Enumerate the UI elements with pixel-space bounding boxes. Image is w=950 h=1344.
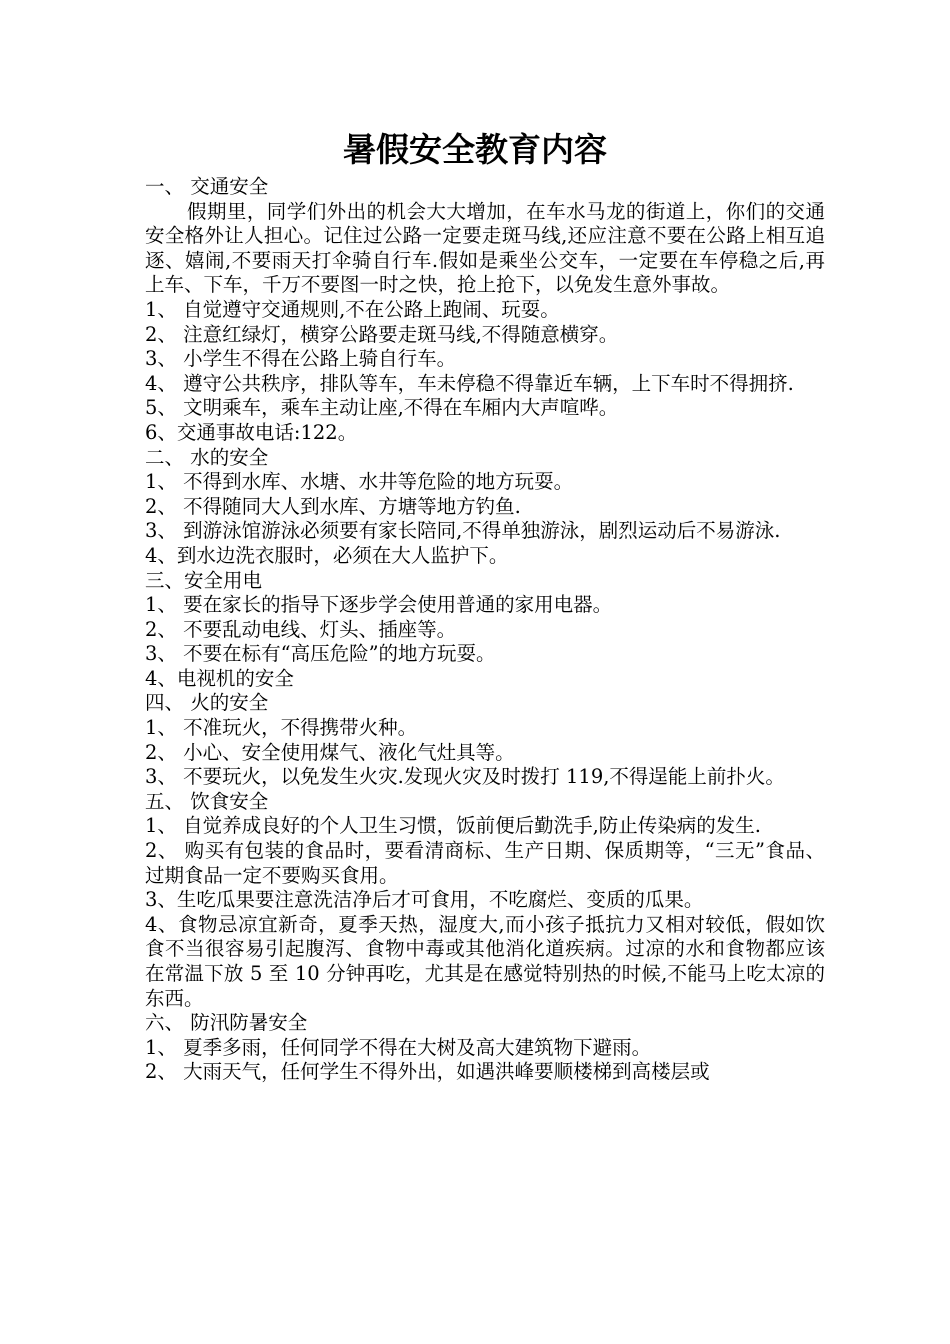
list-item: 3、生吃瓜果要注意洗洁净后才可食用，不吃腐烂、变质的瓜果。: [145, 888, 704, 912]
document-title: 暑假安全教育内容: [343, 130, 607, 169]
section-heading: 三、安全用电: [145, 568, 263, 592]
list-item: 4、电视机的安全: [145, 666, 294, 690]
list-item: 1、 自觉养成良好的个人卫生习惯，饭前便后勤洗手,防止传染病的发生.: [145, 814, 762, 838]
list-item: 1、 夏季多雨，任何同学不得在大树及高大建筑物下避雨。: [145, 1035, 652, 1059]
section-heading: 五、 饮食安全: [145, 789, 269, 813]
list-item: 1、 要在家长的指导下逐步学会使用普通的家用电器。: [145, 593, 613, 617]
list-item: 2、 不得随同大人到水库、方塘等地方钓鱼.: [145, 494, 521, 518]
list-item: 3、 到游泳馆游泳必须要有家长陪同,不得单独游泳，剧烈运动后不易游泳.: [145, 519, 781, 543]
list-item: 3、 不要在标有“高压危险”的地方玩耍。: [145, 642, 496, 666]
list-item: 4、 遵守公共秩序，排队等车，车未停稳不得靠近车辆，上下车时不得拥挤.: [145, 371, 794, 395]
list-item: 2、 注意红绿灯，横穿公路要走斑马线,不得随意横穿。: [145, 322, 619, 346]
list-item: 1、 不准玩火，不得携带火种。: [145, 716, 418, 740]
list-item: 1、 自觉遵守交通规则,不在公路上跑闹、玩耍。: [145, 297, 560, 321]
list-item: 2、 小心、安全使用煤气、液化气灶具等。: [145, 740, 515, 764]
list-item: 2、 大雨天气，任何学生不得外出，如遇洪峰要顺楼梯到高楼层或: [145, 1060, 710, 1084]
list-item: 2、 不要乱动电线、灯头、插座等。: [145, 617, 457, 641]
list-item: 3、 小学生不得在公路上骑自行车。: [145, 347, 457, 371]
intro-paragraph: 假期里，同学们外出的机会大大增加，在车水马龙的街道上，你们的交通安全格外让人担心。记住过公路一定要走斑马线,还应注意不要在公路上相互追逐、嬉闹,不要雨天打伞骑自行车.假如是乘坐公交车，一定要在车停稳之后,再上车、下车，千万不要图一时之快，抢上抢下，以免发生意外事故。: [145, 199, 825, 297]
list-item: 6、交通事故电话:122。: [145, 420, 358, 444]
document-body: [145, 175, 825, 1085]
section-heading: 六、 防汛防暑安全: [145, 1011, 308, 1035]
list-item: 1、 不得到水库、水塘、水井等危险的地方玩耍。: [145, 470, 574, 494]
list-item: 3、 不要玩火，以免发生火灾.发现火灾及时拨打 119,不得逞能上前扑火。: [145, 765, 785, 789]
section-heading: 四、 火的安全: [145, 691, 269, 715]
list-item: 4、到水边洗衣服时，必须在大人监护下。: [145, 543, 509, 567]
section-heading: 一、 交通安全: [145, 175, 269, 198]
list-item: 2、 购买有包装的食品时，要看清商标、生产日期、保质期等，“三无”食品、过期食品一定不要购买食用。: [145, 839, 825, 887]
list-item: 5、 文明乘车，乘车主动让座,不得在车厢内大声喧哗。: [145, 396, 619, 420]
section-heading: 二、 水的安全: [145, 445, 269, 469]
list-item: 4、食物忌凉宜新奇，夏季天热，湿度大,而小孩子抵抗力又相对较低，假如饮食不当很容易引起腹泻、食物中毒或其他消化道疾病。过凉的水和食物都应该在常温下放 5 至 10 分钟再吃，尤其是在感觉特别热的时候,不能马上吃太凉的东西。: [145, 912, 825, 1010]
